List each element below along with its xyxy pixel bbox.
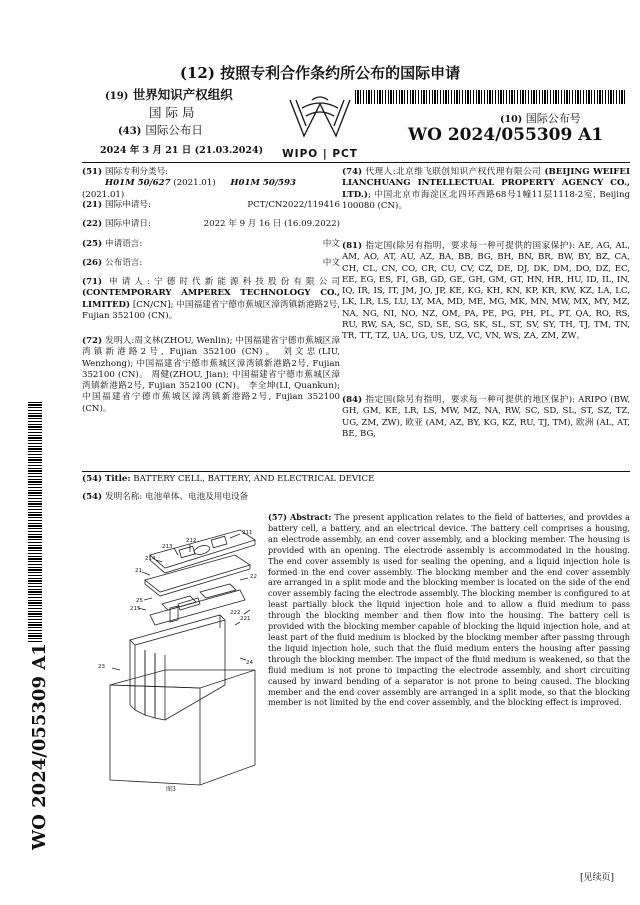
applicant-name-en: (CONTEMPORARY AMPEREX TECHNOLOGY CO., LIMITED) — [82, 288, 340, 310]
side-pub-number: WO 2024/055309 A1 — [29, 643, 50, 850]
side-barcode — [28, 402, 42, 642]
org-name — [105, 87, 233, 121]
field-81-states — [342, 241, 630, 343]
figure-label: 25 — [136, 598, 143, 604]
org-line2: 国 际 局 — [149, 105, 195, 120]
figure-label: 213 — [162, 544, 173, 550]
figure-3 — [90, 520, 270, 795]
field-label: 申请语言: — [105, 239, 143, 249]
field-71-applicant — [82, 277, 340, 322]
field-code: (22) — [82, 219, 103, 229]
continued-note: [见续页] — [580, 873, 615, 883]
title-en-value: BATTERY CELL, BATTERY, AND ELECTRICAL DEVICE — [133, 474, 375, 484]
title-cn-label: 发明名称: — [105, 492, 143, 502]
figure-label: 211 — [242, 530, 253, 536]
field-code: (84) — [342, 395, 363, 405]
pubdate-label: 国际公布日 — [145, 123, 203, 137]
figure-caption: 图3 — [166, 786, 176, 793]
ipc-2: H01M 50/593 — [230, 178, 296, 189]
pubdate-value: 2024 年 3 月 21 日 (21.03.2024) — [100, 145, 264, 156]
ipc-2-date: (2021.01) — [82, 189, 125, 200]
field-value: 2022 年 9 月 16 日 (16.09.2022) — [203, 219, 340, 229]
pubno-code: (10) — [500, 114, 523, 125]
field-label: 指定国(除另有指明，要求每一种可提供的地区保护): — [365, 395, 575, 405]
designated-states-list: AE, AG, AL, AM, AO, AT, AU, AZ, BA, BB, BG, BH, BN, BR, BW, BY, BZ, CA, CH, CL, CN, CO, CR, CU, CV, CZ, DE, DJ, DK, DM, DO, DZ, EC, EE, EG, ES, FI, GB, GD, GE, GH, GM, GT, HN, HR, HU, ID, IL, IN, IQ, IR, IS, IT, JM, JO, JP, KE, KG, KH, KN, KP, KR, KW, KZ, LA, LC, LK, LR, LS, LU, LY, MA, MD, ME, MG, MK, MN, MW, MX, MY, MZ, NA, NG, NI, NO, NZ, OM, PA, PE, PG, PH, PL, PT, QA, RO, RS, RU, RW, SA, SC, SD, SE, SG, SK, SL, ST, SV, SY, TH, TJ, TM, TN, TR, TT, TZ, UA, UG, US, UZ, VC, VN, WS, ZA, ZM, ZW。 — [342, 241, 630, 342]
field-code: (25) — [82, 239, 103, 249]
field-84-regions — [342, 395, 630, 440]
field-label: 国际申请日: — [105, 219, 151, 229]
figure-label: 221 — [240, 616, 251, 622]
agent-address: ; 中国北京市海淀区北四环西路68号1幢11层1118-2室, Beijing 100080 (CN)。 — [342, 189, 630, 211]
field-74-agent — [342, 167, 630, 212]
title-cn-value: 电池单体、电池及用电设备 — [145, 492, 249, 502]
inventor-entry: 李全坤(LI, Quankun); 中国福建省宁德市蕉城区漳湾镇新港路2号, Fujian 352100 (CN)。 — [82, 381, 341, 414]
pubno-label-row — [500, 110, 581, 126]
field-label: 发明人: — [105, 336, 135, 346]
field-code: (54) — [82, 474, 103, 484]
wipo-logo-text: WIPO | PCT — [282, 148, 358, 160]
figure-label: 222 — [230, 610, 241, 616]
field-72-inventors — [82, 336, 340, 415]
figure-label: 214 — [145, 556, 156, 562]
field-code: (21) — [82, 200, 103, 210]
figure-label: 24 — [246, 660, 253, 666]
field-25 — [82, 239, 340, 250]
field-code: (54) — [82, 492, 103, 502]
battery-cell-exploded-drawing — [90, 520, 270, 795]
agent-name-en: (BEIJING WEIFEI LIANCHUANG INTELLECTUAL PROPERTY AGENCY CO., LTD.) — [342, 167, 630, 200]
inventor-entry: 周健(ZHOU, Jian); 中国福建省宁德市蕉城区漳湾镇新港路2号, Fujian 352100 (CN)。 — [82, 369, 341, 392]
field-code: (72) — [82, 336, 103, 346]
field-label: 代理人: — [365, 167, 396, 177]
field-value: 中文 — [322, 258, 340, 268]
field-value: PCT/CN2022/119416 — [247, 200, 340, 210]
field-26 — [82, 258, 340, 269]
field-22 — [82, 219, 340, 230]
field-51 — [82, 167, 340, 201]
applicant-name-cn: 宁德时代新能源科技股份有限公司 — [149, 277, 340, 287]
org-line1: 世界知识产权组织 — [132, 87, 233, 102]
inventor-entry: 周文林(ZHOU, Wenlin); 中国福建省宁德市蕉城区漳湾镇新港路2号, Fujian 352100 (CN)。 — [82, 336, 340, 358]
field-label: 国际申请号: — [105, 200, 151, 210]
org-code: (19) — [105, 91, 129, 102]
figure-label: 22 — [250, 574, 257, 580]
field-code: (74) — [342, 167, 363, 177]
ipc-1: H01M 50/627 — [105, 178, 171, 189]
pubdate-code: (43) — [118, 126, 142, 137]
field-label: 指定国(除另有指明，要求每一种可提供的国家保护): — [365, 241, 576, 251]
title-cn — [82, 492, 630, 503]
abstract-text: The present application relates to the field of batteries, and provides a battery cell, a battery, and an electrical device. The battery cell comprises a housing, an electrode assembly, an end cover assembly, and a blocking member. The housing is provided with an opening. The electrode assembly is accommodated in the housing. The end cover assembly is used for sealing the opening, and a liquid injection hole is formed in the end cover assembly. The blocking member and the end cover assembly are arranged in a split mode and the blocking member is located on the side of the end cover assembly facing the electrode assembly. The blocking member is configured to at least partially block the liquid injection hole and to allow a fluid medium to pass through the blocking member and then flow into the housing. The battery cell is provided with the blocking member capable of blocking the liquid injection hole, and at least part of the fluid medium is blocked by the blocking member after passing through the liquid injection hole, such that the fluid medium enters the housing after passing through the blocking member. The impact of the fluid medium is weakened, so that the fluid medium is not prone to impacting the electrode assembly, and short circuiting caused by inward bending of a separator is not prone to being caused. The blocking member and the end cover assembly are arranged in a split mode, so that the blocking member is not limited by the end cover assembly, and the blocking effect is improved. — [268, 512, 630, 708]
header-divider — [82, 162, 630, 163]
field-code: (81) — [342, 241, 363, 251]
field-code: (26) — [82, 258, 103, 268]
top-barcode — [355, 90, 625, 104]
field-21 — [82, 200, 340, 211]
figure-label: 23 — [98, 664, 105, 670]
abstract-label: Abstract: — [289, 512, 332, 522]
figure-label: 21 — [135, 568, 142, 574]
pubno-label: 国际公布号 — [525, 112, 581, 125]
title-en — [82, 474, 630, 485]
document-title: (12) 按照专利合作条约所公布的国际申请 — [179, 64, 461, 82]
inventor-entry: 刘文忠(LIU, Wenzhong); 中国福建省宁德市蕉城区漳湾镇新港路2号, Fujian 352100 (CN)。 — [82, 347, 341, 380]
field-label: 公布语言: — [105, 258, 143, 268]
figure-label: 212 — [186, 538, 197, 544]
abstract — [268, 512, 630, 708]
wipo-logo — [282, 96, 358, 160]
field-code: (71) — [82, 277, 103, 287]
field-value: 中文 — [322, 239, 340, 249]
field-label: 申请人: — [105, 277, 150, 287]
abstract-code: (57) — [268, 512, 287, 522]
figure-label: 215 — [130, 606, 141, 612]
designated-regions-list: ARIPO (BW, GH, GM, KE, LR, LS, MW, MZ, NA, RW, SC, SD, SL, ST, SZ, TZ, UG, ZM, ZW), 欧亚 (AM, AZ, BY, KG, KZ, RU, TJ, TM), 欧洲 (AL, AT, BE, BG, — [342, 395, 630, 439]
field-label: 国际专利分类号: — [105, 167, 169, 177]
title-en-label: Title: — [105, 474, 131, 484]
pubdate-block — [118, 123, 203, 139]
title-divider — [82, 471, 630, 472]
applicant-address: [CN/CN]; 中国福建省宁德市蕉城区漳湾镇新港路2号, Fujian 352100 (CN)。 — [82, 299, 340, 321]
wipo-emblem-icon — [282, 96, 358, 144]
pub-number: WO 2024/055309 A1 — [408, 125, 604, 145]
agent-name-cn: 北京维飞联创知识产权代理有限公司 — [395, 167, 545, 177]
field-code: (51) — [82, 167, 103, 177]
ipc-1-date: (2021.01) — [170, 178, 216, 189]
